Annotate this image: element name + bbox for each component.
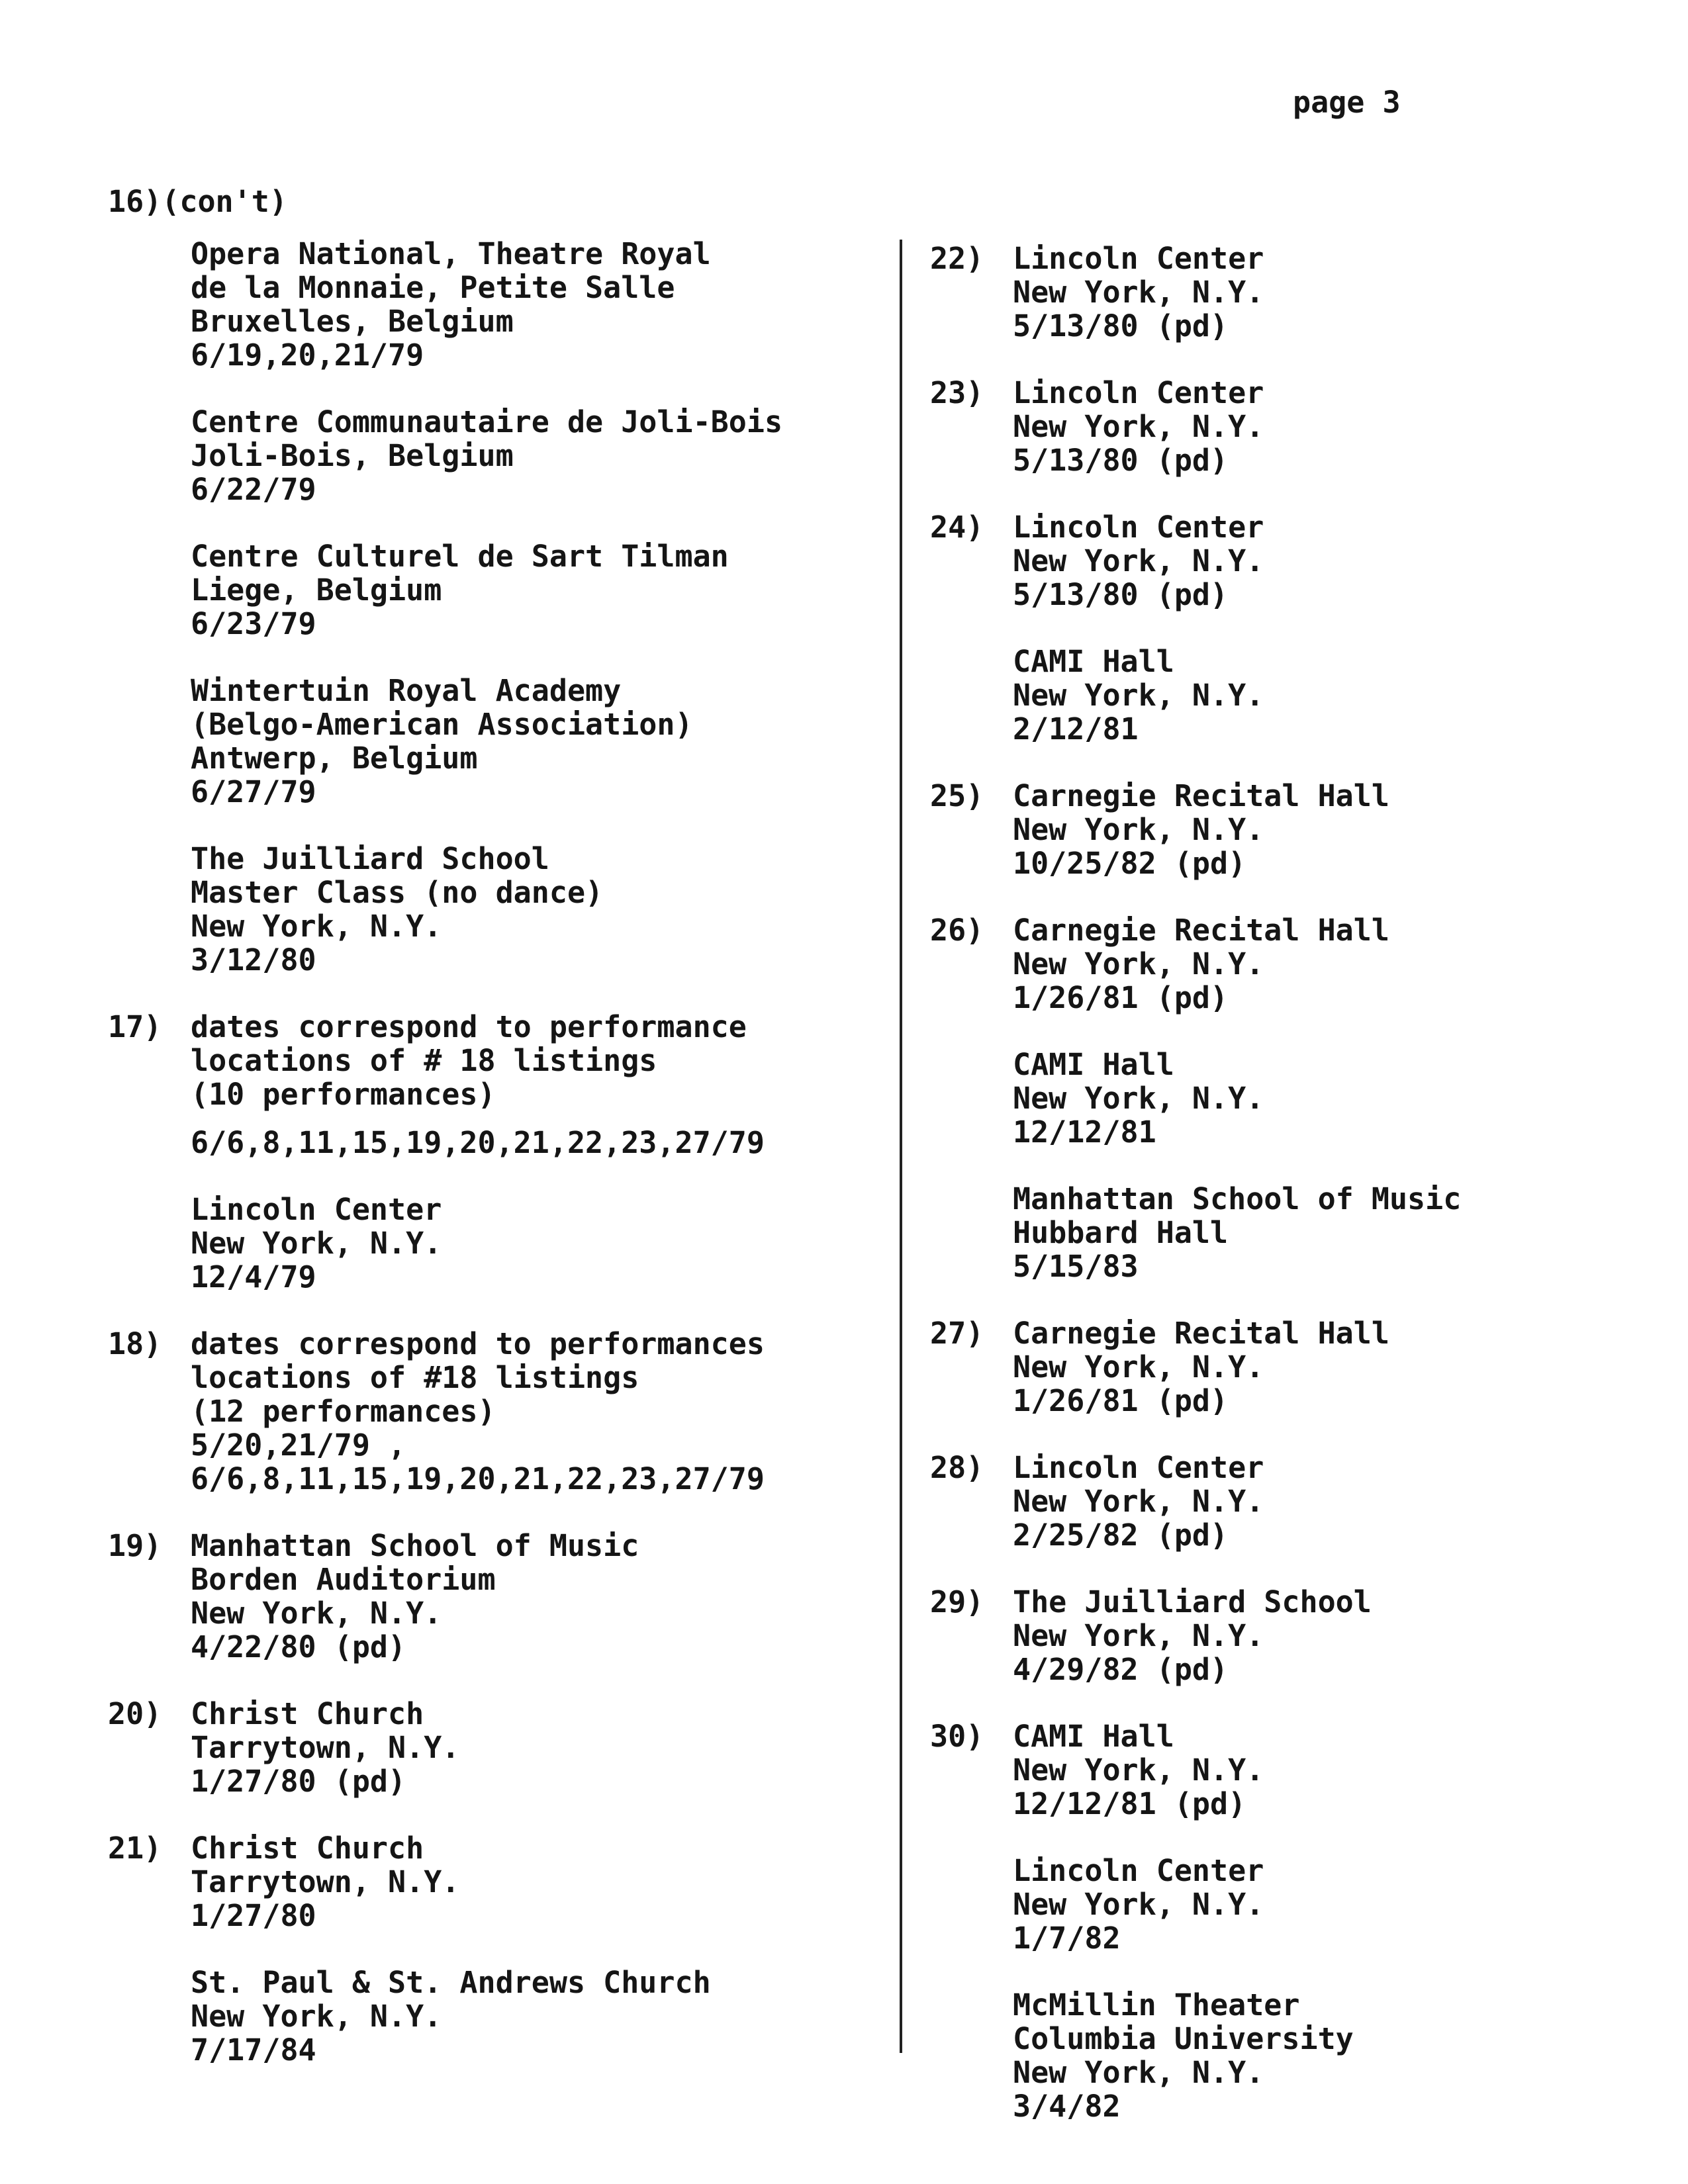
text-line: 6/6,8,11,15,19,20,21,22,23,27/79 [191, 1461, 765, 1496]
venue-block [1013, 1719, 1665, 1821]
text-line: New York, N.Y. [1013, 1484, 1264, 1519]
text-line: Wintertuin Royal Academy [191, 673, 622, 708]
entry-body [1013, 1585, 1665, 1719]
text-line: 1/26/81 (pd) [1013, 1383, 1229, 1418]
entry-body [1013, 779, 1665, 913]
venue-block [191, 237, 882, 372]
text-line: Hubbard Hall [1013, 1215, 1229, 1250]
text-line: New York, N.Y. [191, 1596, 442, 1631]
text-line: Lincoln Center [1013, 510, 1264, 545]
listing-entry [108, 1529, 882, 1697]
venue-block [191, 1010, 882, 1111]
venue-block [1013, 510, 1665, 612]
listing-entry [108, 237, 882, 1010]
listing-entry [930, 913, 1665, 1316]
venue-block [1013, 1988, 1665, 2123]
text-line: New York, N.Y. [1013, 1618, 1264, 1653]
entry-number: 19) [108, 1528, 162, 1563]
listing-entry [930, 1719, 1665, 2156]
venue-block [191, 1126, 882, 1160]
entry-body [191, 237, 882, 1010]
text-line: locations of #18 listings [191, 1360, 639, 1395]
venue-block [1013, 645, 1665, 746]
entry-number: 26) [930, 913, 984, 948]
venue-block [1013, 779, 1665, 880]
listing-entry [108, 1010, 882, 1327]
text-line: Tarrytown, N.Y. [191, 1864, 460, 1899]
venue-block [191, 405, 882, 506]
text-line: 10/25/82 (pd) [1013, 846, 1246, 881]
text-line: 1/27/80 [191, 1898, 316, 1933]
text-line: (Belgo-American Association) [191, 707, 693, 742]
text-line: Lincoln Center [1013, 1853, 1264, 1888]
text-line: New York, N.Y. [1013, 543, 1264, 578]
text-line: 5/13/80 (pd) [1013, 577, 1229, 612]
entry-body [191, 1831, 882, 2100]
text-line: New York, N.Y. [1013, 1887, 1264, 1922]
text-line: 1/27/80 (pd) [191, 1764, 406, 1799]
text-line: 12/12/81 [1013, 1115, 1156, 1150]
text-line: Manhattan School of Music [191, 1528, 639, 1563]
text-line: Master Class (no dance) [191, 875, 604, 910]
text-line: The Juilliard School [191, 841, 549, 876]
entry-number: 21) [108, 1831, 162, 1866]
entry-number: 28) [930, 1450, 984, 1485]
venue-block [1013, 376, 1665, 477]
listing-entry [930, 510, 1665, 779]
text-line: 4/22/80 (pd) [191, 1629, 406, 1664]
venue-block [1013, 1316, 1665, 1418]
entry-number: 24) [930, 510, 984, 545]
text-line: Antwerp, Belgium [191, 741, 478, 776]
text-line: Bruxelles, Belgium [191, 304, 514, 339]
entry-body [1013, 510, 1665, 779]
text-line: Centre Communautaire de Joli-Bois [191, 404, 783, 439]
text-line: CAMI Hall [1013, 1047, 1174, 1082]
listing-entry [930, 242, 1665, 376]
text-line: The Juilliard School [1013, 1584, 1372, 1619]
text-line: New York, N.Y. [1013, 678, 1264, 713]
entry-body [191, 1529, 882, 1697]
text-line: 3/4/82 [1013, 2089, 1121, 2124]
left-column [108, 237, 882, 2100]
text-line: Borden Auditorium [191, 1562, 496, 1597]
entry-number: 22) [930, 241, 984, 276]
text-line: (10 performances) [191, 1077, 496, 1112]
listing-entry [108, 1831, 882, 2100]
text-line: Opera National, Theatre Royal [191, 236, 711, 271]
text-line: Christ Church [191, 1696, 424, 1731]
venue-block [191, 842, 882, 977]
text-line: New York, N.Y. [1013, 409, 1264, 444]
text-line: CAMI Hall [1013, 644, 1174, 679]
entry-body [191, 1010, 882, 1327]
entry-body [1013, 1719, 1665, 2156]
text-line: Lincoln Center [1013, 241, 1264, 276]
text-line: Carnegie Recital Hall [1013, 913, 1389, 948]
venue-block [1013, 1451, 1665, 1552]
listing-entry [930, 376, 1665, 510]
page-number: page 3 [1293, 85, 1401, 120]
column-divider [900, 240, 902, 2053]
listing-entry [930, 1316, 1665, 1451]
venue-block [1013, 1854, 1665, 1955]
right-column [930, 242, 1665, 2156]
text-line: 5/13/80 (pd) [1013, 308, 1229, 343]
venue-block [191, 1697, 882, 1798]
text-line: Centre Culturel de Sart Tilman [191, 539, 729, 574]
text-line: Manhattan School of Music [1013, 1181, 1462, 1216]
text-line: New York, N.Y. [1013, 1752, 1264, 1788]
text-line: Tarrytown, N.Y. [191, 1730, 460, 1765]
entry-number: 18) [108, 1326, 162, 1361]
text-line: New York, N.Y. [1013, 946, 1264, 981]
text-line: 6/19,20,21/79 [191, 338, 424, 373]
venue-block [1013, 242, 1665, 343]
text-line: (12 performances) [191, 1394, 496, 1429]
venue-block [1013, 913, 1665, 1015]
text-line: 2/12/81 [1013, 711, 1139, 747]
text-line: Joli-Bois, Belgium [191, 438, 514, 473]
entry-body [1013, 1451, 1665, 1585]
text-line: New York, N.Y. [1013, 275, 1264, 310]
text-line: McMillin Theater [1013, 1987, 1300, 2023]
entry-number: 25) [930, 778, 984, 813]
text-line: New York, N.Y. [1013, 2055, 1264, 2090]
text-line: CAMI Hall [1013, 1719, 1174, 1754]
listing-entry [930, 1585, 1665, 1719]
text-line: 12/12/81 (pd) [1013, 1786, 1246, 1821]
text-line: Carnegie Recital Hall [1013, 1316, 1389, 1351]
text-line: Liege, Belgium [191, 572, 442, 608]
text-line: 4/29/82 (pd) [1013, 1652, 1229, 1687]
text-line: 3/12/80 [191, 942, 316, 978]
entry-body [1013, 1316, 1665, 1451]
entry-number: 27) [930, 1316, 984, 1351]
entry-number: 17) [108, 1009, 162, 1044]
text-line: dates correspond to performances [191, 1326, 765, 1361]
text-line: 5/13/80 (pd) [1013, 443, 1229, 478]
entry-body [191, 1327, 882, 1529]
listing-entry [930, 779, 1665, 913]
venue-block [191, 674, 882, 809]
text-line: 7/17/84 [191, 2032, 316, 2068]
venue-block [1013, 1585, 1665, 1686]
listing-entry [108, 1697, 882, 1831]
text-line: Carnegie Recital Hall [1013, 778, 1389, 813]
text-line: 6/27/79 [191, 774, 316, 809]
venue-block [191, 1529, 882, 1664]
venue-block [191, 539, 882, 641]
text-line: 6/6,8,11,15,19,20,21,22,23,27/79 [191, 1125, 765, 1160]
text-line: New York, N.Y. [1013, 1081, 1264, 1116]
listing-entry [930, 1451, 1665, 1585]
entry-body [1013, 242, 1665, 376]
text-line: New York, N.Y. [191, 909, 442, 944]
text-line: 1/7/82 [1013, 1921, 1121, 1956]
text-line: 5/15/83 [1013, 1249, 1139, 1284]
text-line: de la Monnaie, Petite Salle [191, 270, 675, 305]
text-line: Christ Church [191, 1831, 424, 1866]
text-line: St. Paul & St. Andrews Church [191, 1965, 711, 2000]
text-line: Columbia University [1013, 2021, 1354, 2056]
text-line: 12/4/79 [191, 1259, 316, 1295]
text-line: dates correspond to performance [191, 1009, 747, 1044]
text-line: New York, N.Y. [1013, 812, 1264, 847]
text-line: New York, N.Y. [1013, 1349, 1264, 1385]
venue-block [191, 1193, 882, 1294]
entry-number: 23) [930, 375, 984, 410]
entry-body [1013, 376, 1665, 510]
listing-entry [108, 1327, 882, 1529]
venue-block [1013, 1048, 1665, 1149]
text-line: Lincoln Center [1013, 1450, 1264, 1485]
entry-body [1013, 913, 1665, 1316]
text-line: 6/22/79 [191, 472, 316, 507]
text-line: 2/25/82 (pd) [1013, 1518, 1229, 1553]
text-line: 5/20,21/79 , [191, 1428, 406, 1463]
text-line: 1/26/81 (pd) [1013, 980, 1229, 1015]
venue-block [191, 1831, 882, 1933]
venue-block [1013, 1182, 1665, 1283]
entry-number: 20) [108, 1696, 162, 1731]
text-line: New York, N.Y. [191, 1226, 442, 1261]
venue-block [191, 1966, 882, 2067]
text-line: 6/23/79 [191, 606, 316, 641]
text-line: Lincoln Center [1013, 375, 1264, 410]
venue-block [191, 1327, 882, 1496]
text-line: New York, N.Y. [191, 1999, 442, 2034]
entry-number: 30) [930, 1719, 984, 1754]
text-line: locations of # 18 listings [191, 1043, 657, 1078]
text-line: Lincoln Center [191, 1192, 442, 1227]
entry-body [191, 1697, 882, 1831]
entry-number: 29) [930, 1584, 984, 1619]
continued-entry-heading: 16)(con't) [108, 184, 287, 219]
